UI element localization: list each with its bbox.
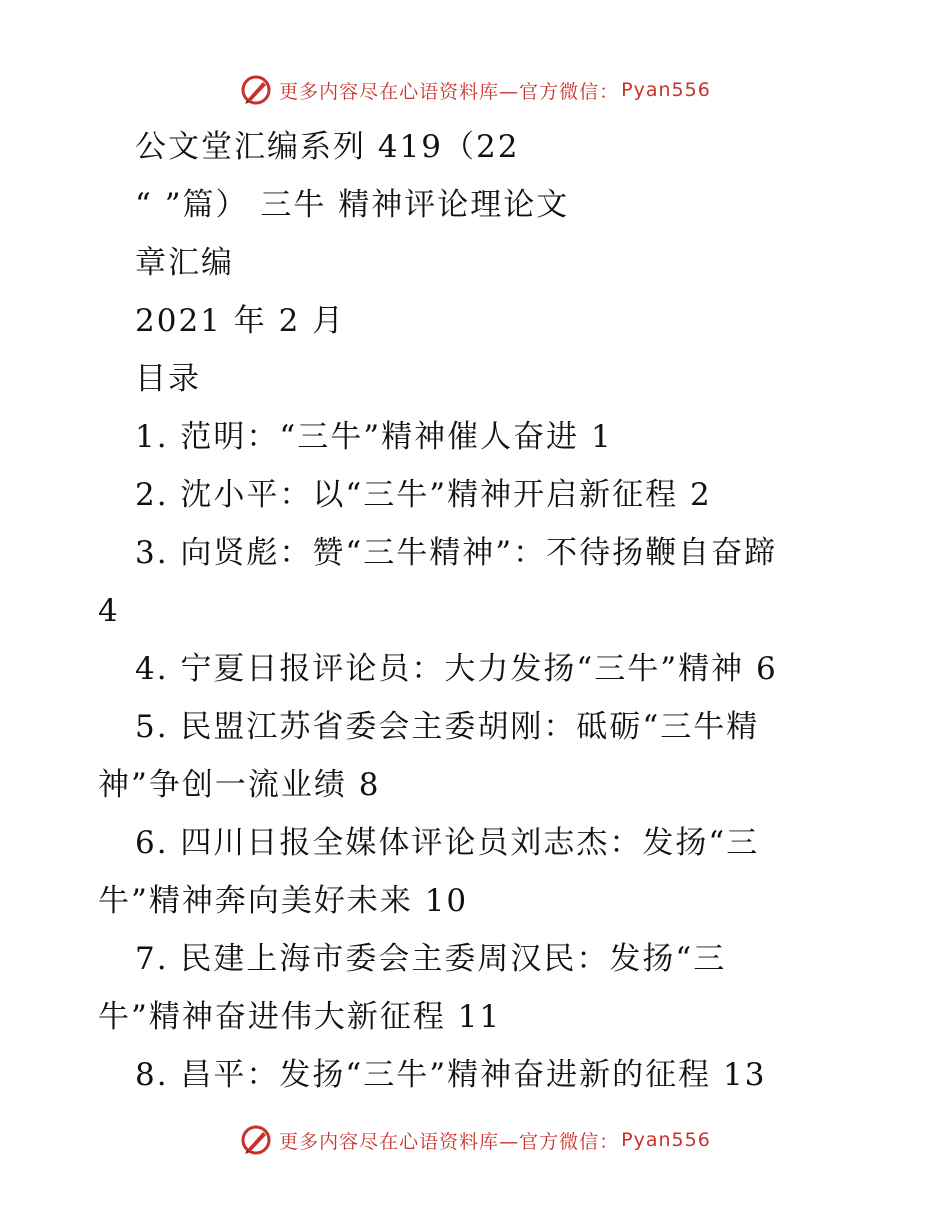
pen-logo-icon (239, 1123, 273, 1157)
pen-logo-icon (239, 73, 273, 107)
doc-title-line-2: “ ”篇） 三牛 精神评论理论文 (135, 187, 570, 223)
doc-title-line-1: 公文堂汇编系列 419（22 (135, 129, 520, 165)
toc-item-continuation: 4 (98, 593, 120, 629)
toc-item: 7. 民建上海市委会主委周汉民：发扬“三 (135, 941, 727, 977)
header-watermark-banner (0, 70, 950, 110)
toc-item: 3. 向贤彪：赞“三牛精神”：不待扬鞭自奋蹄 (135, 535, 778, 571)
toc-item: 6. 四川日报全媒体评论员刘志杰：发扬“三 (135, 825, 760, 861)
toc-item-continuation: 牛”精神奔向美好未来 10 (98, 883, 469, 919)
toc-item: 8. 昌平：发扬“三牛”精神奋进新的征程 13 (135, 1057, 767, 1093)
toc-item-continuation: 神”争创一流业绩 8 (98, 767, 381, 803)
toc-item-continuation: 牛”精神奋进伟大新征程 11 (98, 999, 502, 1035)
toc-item: 4. 宁夏日报评论员：大力发扬“三牛”精神 6 (135, 651, 778, 687)
banner-text: 更多内容尽在心语资料库—官方微信： (279, 1130, 620, 1153)
banner-text: 更多内容尽在心语资料库—官方微信： (279, 80, 620, 103)
footer-watermark-banner (0, 1120, 950, 1160)
toc-item: 2. 沈小平：以“三牛”精神开启新征程 2 (135, 477, 712, 513)
toc-item: 1. 范明：“三牛”精神催人奋进 1 (135, 419, 613, 455)
toc-item: 5. 民盟江苏省委会主委胡刚：砥砺“三牛精 (135, 709, 760, 745)
toc-heading: 目录 (135, 361, 201, 397)
doc-title-line-3: 章汇编 (135, 245, 234, 281)
banner-wechat-id: Pyan556 (621, 79, 711, 101)
banner-wechat-id: Pyan556 (621, 1129, 711, 1151)
doc-date: 2021 年 2 月 (135, 303, 346, 339)
